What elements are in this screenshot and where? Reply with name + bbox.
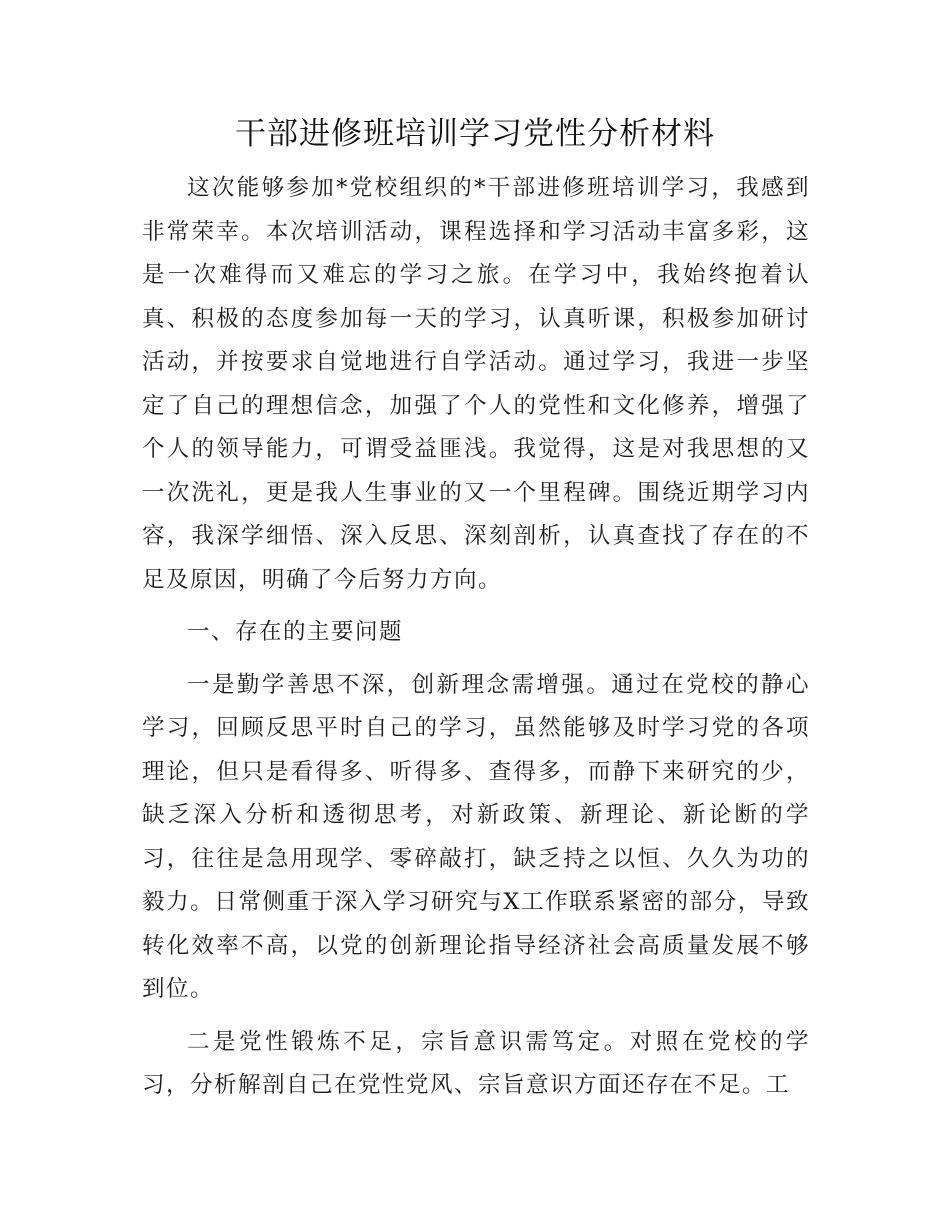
document-title: 干部进修班培训学习党性分析材料	[235, 116, 715, 152]
document-body	[142, 167, 810, 1108]
issue-paragraph-1: 一是勤学善思不深，创新理念需增强。通过在党校的静心学习，回顾反思平时自己的学习，虽然能够及时学习党的各项理论，但只是看得多、听得多、查得多，而静下来研究的少，缺乏深入分析和透彻思考，对新政策、新理论、新论断的学习，往往是急用现学、零碎敲打，缺乏持之以恒、久久为功的毅力。日常侧重于深入学习研究与X工作联系紧密的部分，导致转化效率不高，以党的创新理论指导经济社会高质量发展不够到位。	[142, 671, 810, 1002]
intro-paragraph: 这次能够参加*党校组织的*干部进修班培训学习，我感到非常荣幸。本次培训活动，课程选择和学习活动丰富多彩，这是一次难得而又难忘的学习之旅。在学习中，我始终抱着认真、积极的态度参加每一天的学习，认真听课，积极参加研讨活动，并按要求自觉地进行自学活动。通过学习，我进一步坚定了自己的理想信念，加强了个人的党性和文化修养，增强了个人的领导能力，可谓受益匪浅。我觉得，这是对我思想的又一次洗礼，更是我人生事业的又一个里程碑。围绕近期学习内容，我深学细悟、深入反思、深刻剖析，认真查找了存在的不足及原因，明确了今后努力方向。	[142, 175, 810, 593]
issue-paragraph-2: 二是党性锻炼不足，宗旨意识需笃定。对照在党校的学习，分析解剖自己在党性党风、宗旨意识方面还存在不足。工	[142, 1028, 810, 1098]
section-heading: 一、存在的主要问题	[187, 619, 404, 645]
